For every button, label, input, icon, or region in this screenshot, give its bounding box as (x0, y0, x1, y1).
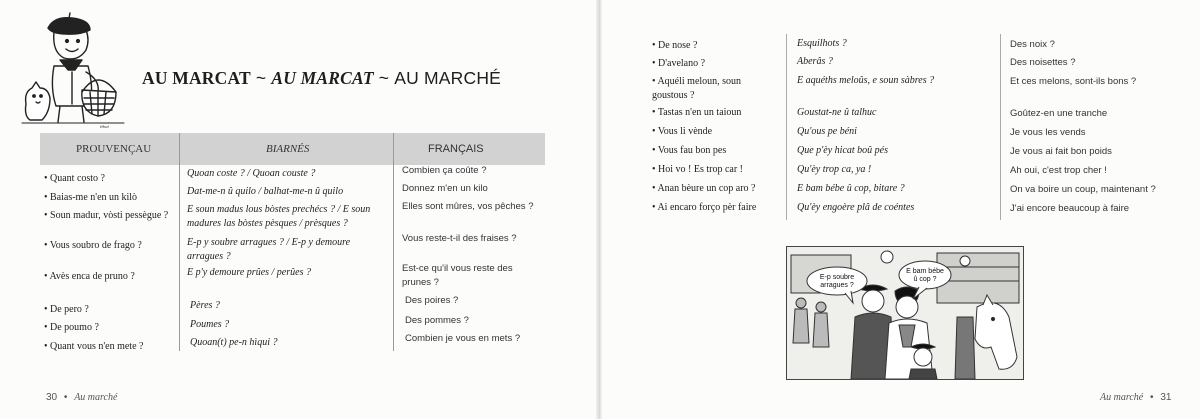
table-row-francais: Ah oui, c'est trop cher ! (1010, 165, 1107, 176)
table-row-prouvencau: • Baias-me n'en un kilò (44, 192, 138, 203)
table-row-biarnes: Qu'ous pe béni (797, 126, 857, 137)
table-row-prouvencau: • D'avelano ? (652, 58, 706, 69)
table-row-francais: Des noisettes ? (1010, 57, 1076, 68)
speech-bubble-right-line-2: û cop ? (913, 276, 937, 283)
page-title (142, 68, 501, 89)
page-footer-left (46, 392, 117, 403)
table-row-francais: Goûtez-en une tranche (1010, 108, 1108, 119)
table-row-francais: Des poires ? (405, 295, 459, 306)
table-row-biarnes: E-p y soubre arragues ? / E-p y demoure arragues ? (187, 237, 351, 262)
table-row-francais: Est-ce qu'il vous reste des prunes ? (402, 263, 513, 288)
table-row-francais: Je vous ai fait bon poids (1010, 146, 1112, 157)
table-row-biarnes: Qu'èy trop ca, ya ! (797, 164, 872, 175)
page-footer-right (1100, 392, 1171, 403)
table-row-francais: J'ai encore beaucoup à faire (1010, 203, 1130, 214)
column-divider (179, 133, 180, 351)
table-row-prouvencau: • Ai encaro forço pèr faire (652, 202, 757, 213)
table-row-prouvencau: • De nose ? (652, 40, 698, 51)
table-row-prouvencau: • Hoi vo ! Es trop car ! (652, 164, 743, 175)
column-divider (393, 133, 394, 351)
table-row-biarnes: Qu'èy engoère plâ de coéntes (797, 202, 915, 213)
running-title: Au marché (1100, 392, 1144, 403)
table-row-biarnes: Poumes ? (190, 319, 230, 330)
speech-bubble-left-line-1: E-p soubre (819, 274, 855, 281)
table-row-francais: Combien je vous en mets ? (405, 333, 521, 344)
table-row-biarnes: Goustat-ne û talhuc (797, 107, 877, 118)
table-row-francais: Et ces melons, sont-ils bons ? (1010, 76, 1137, 87)
table-row-biarnes: Esquilhots ? (797, 38, 847, 49)
title-prouvencau: AU MARCAT (142, 68, 251, 88)
table-row-prouvencau: • Avès enca de pruno ? (44, 271, 135, 282)
table-row-biarnes: E soun madus lous bòstes prechécs ? / E soun madures las bòstes pèsques / prèsques ? (187, 204, 371, 229)
title-separator: ~ (378, 68, 390, 88)
table-row-francais: Combien ça coûte ? (402, 165, 487, 176)
folio-bullet: • (1150, 392, 1154, 403)
table-row-francais: Des noix ? (1010, 39, 1055, 50)
table-row-francais: Elles sont mûres, vos pêches ? (402, 201, 534, 212)
header-francais: FRANÇAIS (428, 143, 484, 155)
speech-bubble-left-line-2: arragues ? (820, 282, 854, 289)
table-row-biarnes: Aberâs ? (797, 56, 833, 67)
table-row-biarnes: E p'y demoure prûes / perûes ? (187, 267, 311, 278)
table-row-biarnes: Que p'èy hicat boû pés (797, 145, 889, 156)
table-row-francais: Des pommes ? (405, 315, 469, 326)
speech-bubble-right-line-1: E bam bébe (906, 268, 944, 275)
table-row-prouvencau: • De pero ? (44, 304, 89, 315)
page-number: 31 (1160, 392, 1172, 403)
table-row-francais: Je vous les vends (1010, 127, 1086, 138)
table-row-prouvencau: • Anan bèure un cop aro ? (652, 183, 756, 194)
table-row-biarnes: Dat-me-n û quilo / balhat-me-n û quilo (187, 186, 344, 197)
table-row-francais: Vous reste-t-il des fraises ? (402, 233, 517, 244)
header-biarnes: BIARNÉS (266, 143, 310, 155)
table-row-biarnes: E aquéths meloûs, e soun sàbres ? (797, 75, 935, 86)
table-row-francais: On va boire un coup, maintenant ? (1010, 184, 1156, 195)
table-row-biarnes: E bam bébe û cop, bitare ? (797, 183, 905, 194)
table-row-prouvencau: • Quant costo ? (44, 173, 105, 184)
header-prouvencau: PROUVENÇAU (76, 143, 152, 155)
page-number: 30 (46, 392, 58, 403)
table-row-prouvencau: • Soun madur, vòsti pessègue ? (44, 210, 169, 221)
column-divider (1000, 34, 1001, 220)
table-row-biarnes: Quoan coste ? / Quoan couste ? (187, 168, 316, 179)
title-francais: AU MARCHÉ (394, 68, 502, 88)
mascot-signature: titwi (100, 125, 109, 128)
vocabulary-table (40, 133, 545, 165)
title-biarnes: AU MARCAT (271, 68, 374, 88)
table-row-prouvencau: • Vous fau bon pes (652, 145, 727, 156)
table-row-prouvencau: • Aquéli meloun, soun goustous ? (652, 76, 742, 101)
table-row-biarnes: Pères ? (190, 300, 220, 311)
table-row-prouvencau: • Quant vous n'en mete ? (44, 341, 144, 352)
vocabulary-table-header (40, 133, 545, 165)
title-separator: ~ (255, 68, 267, 88)
table-row-prouvencau: • Tastas n'en un taioun (652, 107, 742, 118)
table-row-biarnes: Quoan(t) pe-n hìqui ? (190, 337, 278, 348)
mascot-illustration (20, 8, 130, 128)
market-scene-drawing (787, 247, 1023, 379)
running-title: Au marché (74, 392, 118, 403)
table-row-prouvencau: • De poumo ? (44, 322, 99, 333)
table-row-prouvencau: • Vous li vènde (652, 126, 713, 137)
market-comic-illustration (786, 246, 1024, 380)
folio-bullet: • (63, 392, 68, 403)
table-row-francais: Donnez m'en un kilo (402, 183, 488, 194)
left-page (0, 0, 598, 419)
table-row-prouvencau: • Vous soubro de frago ? (44, 240, 142, 251)
